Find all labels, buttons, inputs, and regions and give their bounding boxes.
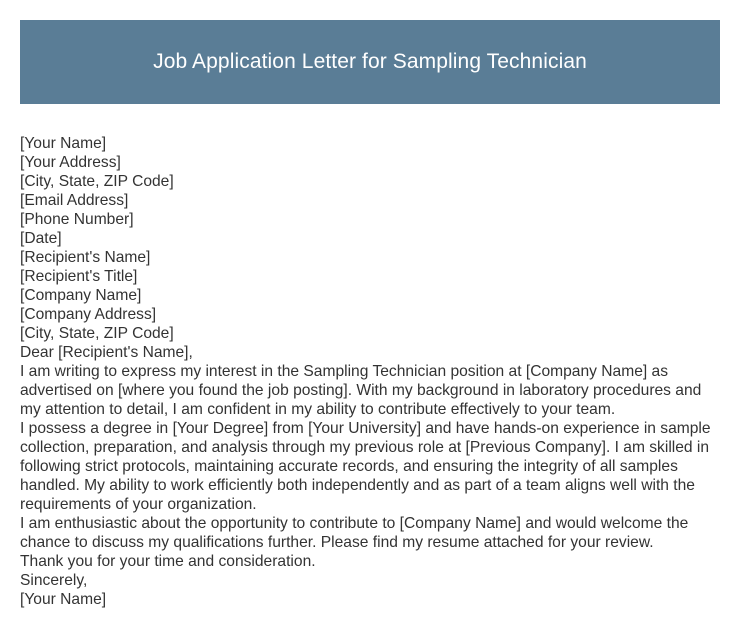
recipient-company: [Company Name]	[20, 287, 142, 304]
title-banner	[20, 20, 720, 104]
body-paragraph-4: Thank you for your time and consideration.	[20, 553, 316, 570]
salutation: Dear [Recipient's Name],	[20, 344, 193, 361]
body-paragraph-3: I am enthusiastic about the opportunity to contribute to [Company Name] and would welcome the chance to discuss my qualifications further. Please find my resume attached for your review.	[20, 515, 689, 551]
letter-body	[20, 134, 722, 609]
closing: Sincerely,	[20, 572, 88, 589]
sender-address: [Your Address]	[20, 154, 121, 171]
sender-phone: [Phone Number]	[20, 211, 134, 228]
recipient-title: [Recipient's Title]	[20, 268, 138, 285]
sender-email: [Email Address]	[20, 192, 129, 209]
recipient-address: [Company Address]	[20, 306, 157, 323]
letter-date: [Date]	[20, 230, 62, 247]
signature: [Your Name]	[20, 591, 107, 608]
sender-city-state-zip: [City, State, ZIP Code]	[20, 173, 174, 190]
body-paragraph-1: I am writing to express my interest in the Sampling Technician position at [Company Name] as advertised on [where you found the job posting]. With my background in laboratory procedures and my attention to detail, I am confident in my ability to contribute effectively to your team.	[20, 363, 702, 418]
recipient-name: [Recipient's Name]	[20, 249, 151, 266]
body-paragraph-2: I possess a degree in [Your Degree] from [Your University] and have hands-on experience in sample collection, preparation, and analysis through my previous role at [Previous Company]. I am skilled in following strict protocols, maintaining accurate records, and ensuring the integrity of all samples handled. My ability to work efficiently both independently and as part of a team aligns well with the requirements of your organization.	[20, 420, 711, 513]
sender-name: [Your Name]	[20, 135, 107, 152]
document-title: Job Application Letter for Sampling Technician	[153, 50, 587, 73]
recipient-city-state-zip: [City, State, ZIP Code]	[20, 325, 174, 342]
